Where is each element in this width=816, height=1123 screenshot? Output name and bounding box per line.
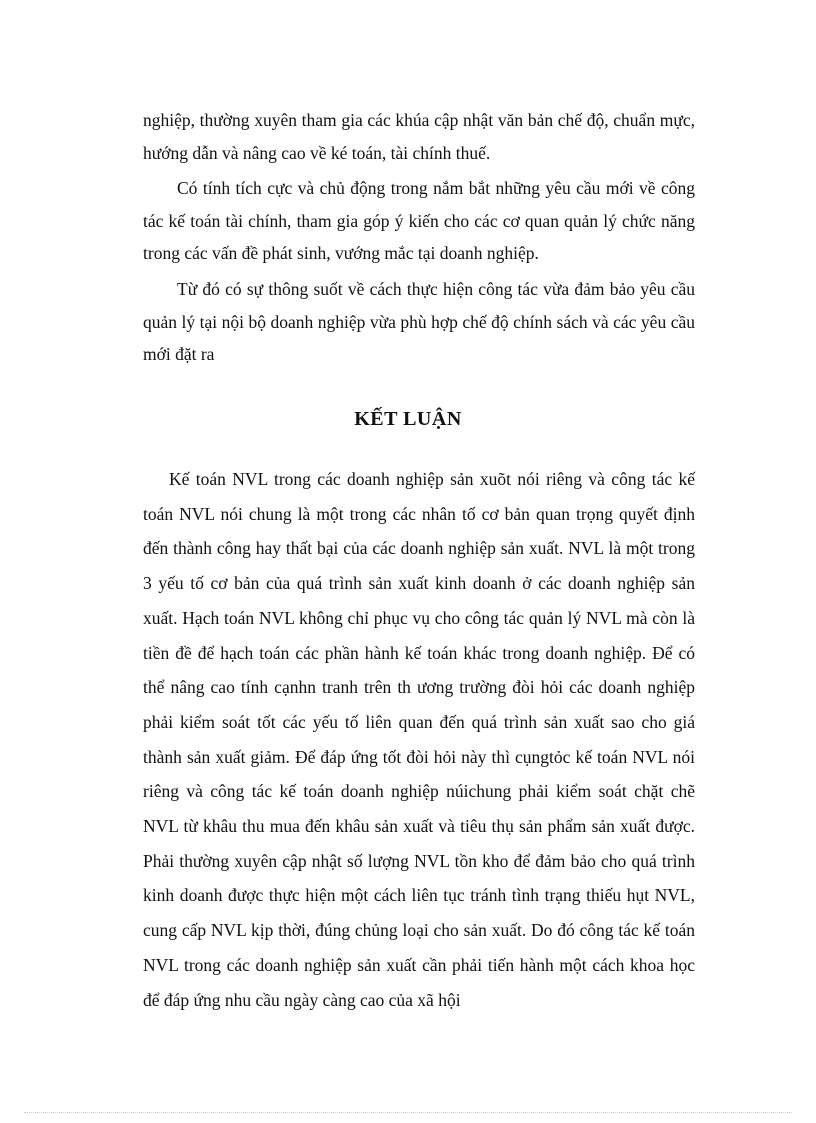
paragraph-proactive: Có tính tích cực và chủ động trong nắm bắt những yêu cầu mới về công tác kế toán tài chính, tham gia góp ý kiến cho các cơ quan quản lý chức năng trong các vấn đề phát sinh, vướng mắc tại doanh nghiệp.	[143, 178, 695, 263]
conclusion-heading: KẾT LUẬN	[354, 408, 462, 430]
paragraph-continuation: nghiệp, thường xuyên tham gia các khúa cập nhật văn bản chế độ, chuẩn mực, hướng dẫn và nâng cao về ké toán, tài chính thuế.	[143, 110, 695, 163]
page-bottom-dotted-rule	[24, 1112, 792, 1113]
conclusion-body: Kế toán NVL trong các doanh nghiệp sản xuõt nói riêng và công tác kế toán NVL nói chung là một trong các nhân tố cơ bản quan trọng quyết định đến thành công hay thất bại của các doanh nghiệp sản xuất. NVL là một trong 3 yếu tố cơ bản của quá trình sản xuất kinh doanh ở các doanh nghiệp sản xuất. Hạch toán NVL không chỉ phục vụ cho công tác quản lý NVL mà còn là tiền đề để hạch toán các phần hành kế toán khác trong doanh nghiệp. Để có thể nâng cao tính cạnhn tranh trên th ương trường đòi hỏi các doanh nghiệp phải kiểm soát tốt các yếu tố liên quan đến quá trình sản xuất sao cho giá thành sản xuất giảm. Để đáp ứng tốt đòi hỏi này thì cụngtỏc kế toán NVL nói riêng và công tác kế toán doanh nghiệp núichung phải kiểm soát chặt chẽ NVL từ khâu thu mua đến khâu sản xuất và tiêu thụ sản phẩm sản xuất được. Phải thường xuyên cập nhật số lượng NVL tồn kho để đảm bảo cho quá trình kinh doanh được thực hiện một cách liên tục tránh tình trạng thiếu hụt NVL, cung cấp NVL kịp thời, đúng chủng loại cho sản xuất. Do đó công tác kế toán NVL trong các doanh nghiệp sản xuất cần phải tiến hành một cách khoa học để đáp ứng nhu cầu ngày càng cao của xã hội	[143, 469, 695, 1010]
paragraph-consistency: Từ đó có sự thông suốt về cách thực hiện công tác vừa đảm bảo yêu cầu quản lý tại nội bộ doanh nghiệp vừa phù hợp chế độ chính sách và các yêu cầu mới đặt ra	[143, 279, 695, 364]
